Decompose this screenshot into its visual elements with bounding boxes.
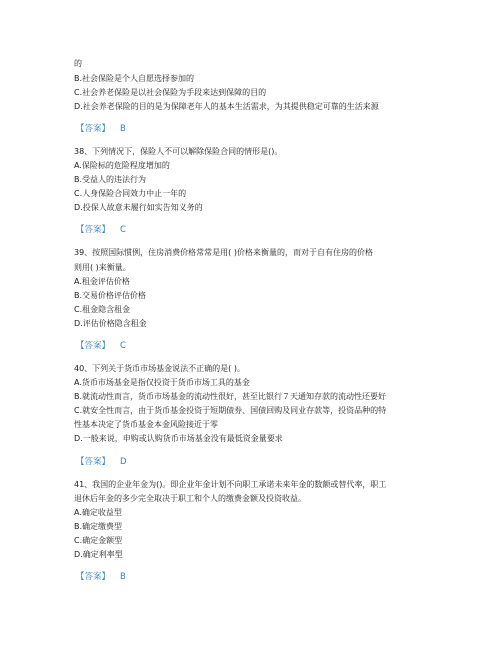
question-40-option-d: D.一般来说，申购或认购货币市场基金没有最低资金量要求: [74, 434, 283, 443]
question-39-option-c: C.租金隐含租金: [74, 305, 131, 314]
question-41-option-d: D.确定利率型: [74, 550, 123, 559]
question-41-answer: [76, 572, 126, 582]
question-38-option-a: A.保险标的危险程度增加的: [74, 161, 170, 170]
question-40-option-c: C.就安全性而言，由于货币基金投资于短期债券、国债回购及同业存款等，投资品种的特: [74, 406, 387, 415]
question-38-answer: [76, 225, 126, 235]
question-37-option-b: B.社会保险是个人自愿选择参加的: [74, 74, 195, 83]
answer-value: B: [120, 572, 126, 582]
question-40-answer: [76, 457, 127, 467]
question-38-option-b: B.受益人的违法行为: [74, 175, 147, 184]
question-38-option-c: C.人身保险合同效力中止一年的: [74, 189, 187, 198]
question-38-stem: 38、下列情况下，保险人不可以解除保险合同的情形是()。: [74, 147, 283, 156]
question-39-stem-cont: 则用( )来衡量。: [74, 263, 131, 272]
question-41-stem-cont: 退休后年金的多少完全取决于职工和个人的缴费金额及投资收益。: [74, 494, 306, 503]
question-39-option-d: D.评估价格隐含租金: [74, 319, 147, 328]
answer-value: B: [120, 124, 126, 134]
question-37-answer: [76, 124, 126, 134]
answer-label: 【答案】: [76, 124, 111, 134]
question-41-option-b: B.确定缴费型: [74, 522, 123, 531]
question-39-answer: [76, 341, 126, 351]
answer-label: 【答案】: [76, 341, 111, 351]
answer-value: D: [120, 457, 127, 467]
question-40-option-c-cont: 性基本决定了货币基金本金风险接近于零: [74, 420, 218, 429]
question-38-option-d: D.投保人故意未履行如实告知义务的: [74, 203, 203, 212]
answer-value: C: [120, 225, 126, 235]
answer-label: 【答案】: [76, 457, 111, 467]
question-37-option-d: D.社会养老保险的目的是为保障老年人的基本生活需求，为其提供稳定可靠的生活来源: [74, 102, 379, 111]
answer-value: C: [120, 341, 126, 351]
question-41-option-c: C.确定金额型: [74, 536, 123, 545]
question-39-option-b: B.交易价格评估价格: [74, 291, 147, 300]
question-40-stem: 40、下列关于货币市场基金说法不正确的是( )。: [74, 364, 245, 373]
question-39-stem: 39、按照国际惯例，住房消费价格常常是用( )价格来衡量的，而对于自有住房的价格: [74, 248, 373, 257]
question-40-option-a: A.货币市场基金是指仅投资于货币市场工具的基金: [74, 378, 250, 387]
answer-label: 【答案】: [76, 572, 111, 582]
question-37-option-c: C.社会养老保险是以社会保险为手段来达到保障的目的: [74, 88, 267, 97]
question-37-stem-end: 的: [74, 59, 82, 68]
question-40-option-b: B.就流动性而言，货币市场基金的流动性很好，甚至比银行７天通知存款的流动性还要好: [74, 392, 387, 401]
question-39-option-a: A.租金评估价格: [74, 277, 130, 286]
question-41-option-a: A.确定收益型: [74, 508, 122, 517]
question-41-stem: 41、我国的企业年金为()。即企业年金计划不向职工承诺未来年金的数额或替代率，职工: [74, 480, 387, 489]
answer-label: 【答案】: [76, 225, 111, 235]
